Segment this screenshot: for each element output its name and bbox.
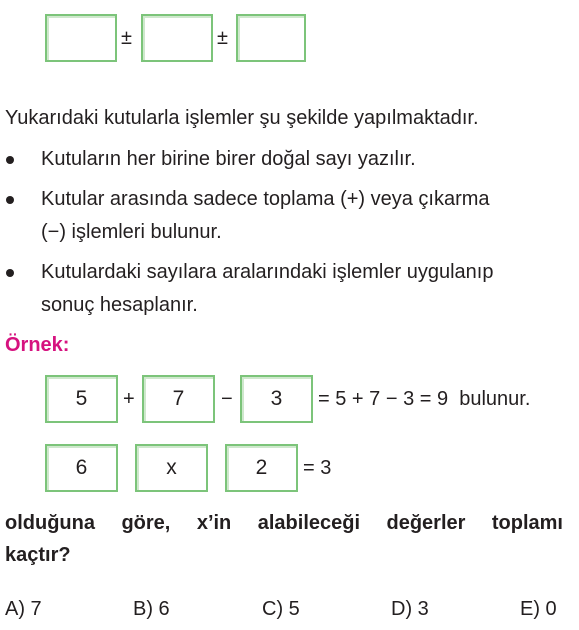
option-c[interactable]: C) 5 bbox=[262, 598, 300, 620]
rule-2-line-2: (−) işlemleri bulunur. bbox=[41, 221, 222, 243]
rule-2-line-1: Kutular arasında sadece toplama (+) veya çıkarma bbox=[41, 188, 490, 210]
example2-result: = 3 bbox=[303, 457, 332, 479]
empty-box-2 bbox=[141, 14, 213, 62]
bullet-3 bbox=[6, 269, 14, 277]
rule-3-line-2: sonuç hesaplanır. bbox=[41, 294, 198, 316]
example1-box-1: 5 bbox=[45, 375, 118, 423]
example1-operator-2: − bbox=[221, 388, 233, 410]
bullet-1 bbox=[6, 156, 14, 164]
example2-box-1: 6 bbox=[45, 444, 118, 492]
option-a[interactable]: A) 7 bbox=[5, 598, 42, 620]
example1-box-2: 7 bbox=[142, 375, 215, 423]
bullet-2 bbox=[6, 196, 14, 204]
example2-box-2: x bbox=[135, 444, 208, 492]
intro-text: Yukarıdaki kutularla işlemler şu şekilde yapılmaktadır. bbox=[5, 107, 479, 129]
option-b[interactable]: B) 6 bbox=[133, 598, 170, 620]
empty-box-3 bbox=[236, 14, 306, 62]
example-title: Örnek: bbox=[5, 334, 70, 356]
example1-result: = 5 + 7 − 3 = 9 bulunur. bbox=[318, 388, 531, 410]
plus-minus-operator-1: ± bbox=[121, 27, 132, 49]
example1-box-3: 3 bbox=[240, 375, 313, 423]
example2-box-3: 2 bbox=[225, 444, 298, 492]
rule-3-line-1: Kutulardaki sayılara aralarındaki işlemler uygulanıp bbox=[41, 261, 494, 283]
example1-operator-1: + bbox=[123, 388, 135, 410]
empty-box-1 bbox=[45, 14, 117, 62]
option-d[interactable]: D) 3 bbox=[391, 598, 429, 620]
question-line-2: kaçtır? bbox=[5, 544, 71, 566]
rule-1: Kutuların her birine birer doğal sayı yazılır. bbox=[41, 148, 416, 170]
question-line-1: olduğuna göre, x’in alabileceği değerler toplamı bbox=[5, 512, 563, 534]
option-e[interactable]: E) 0 bbox=[520, 598, 557, 620]
plus-minus-operator-2: ± bbox=[217, 27, 228, 49]
